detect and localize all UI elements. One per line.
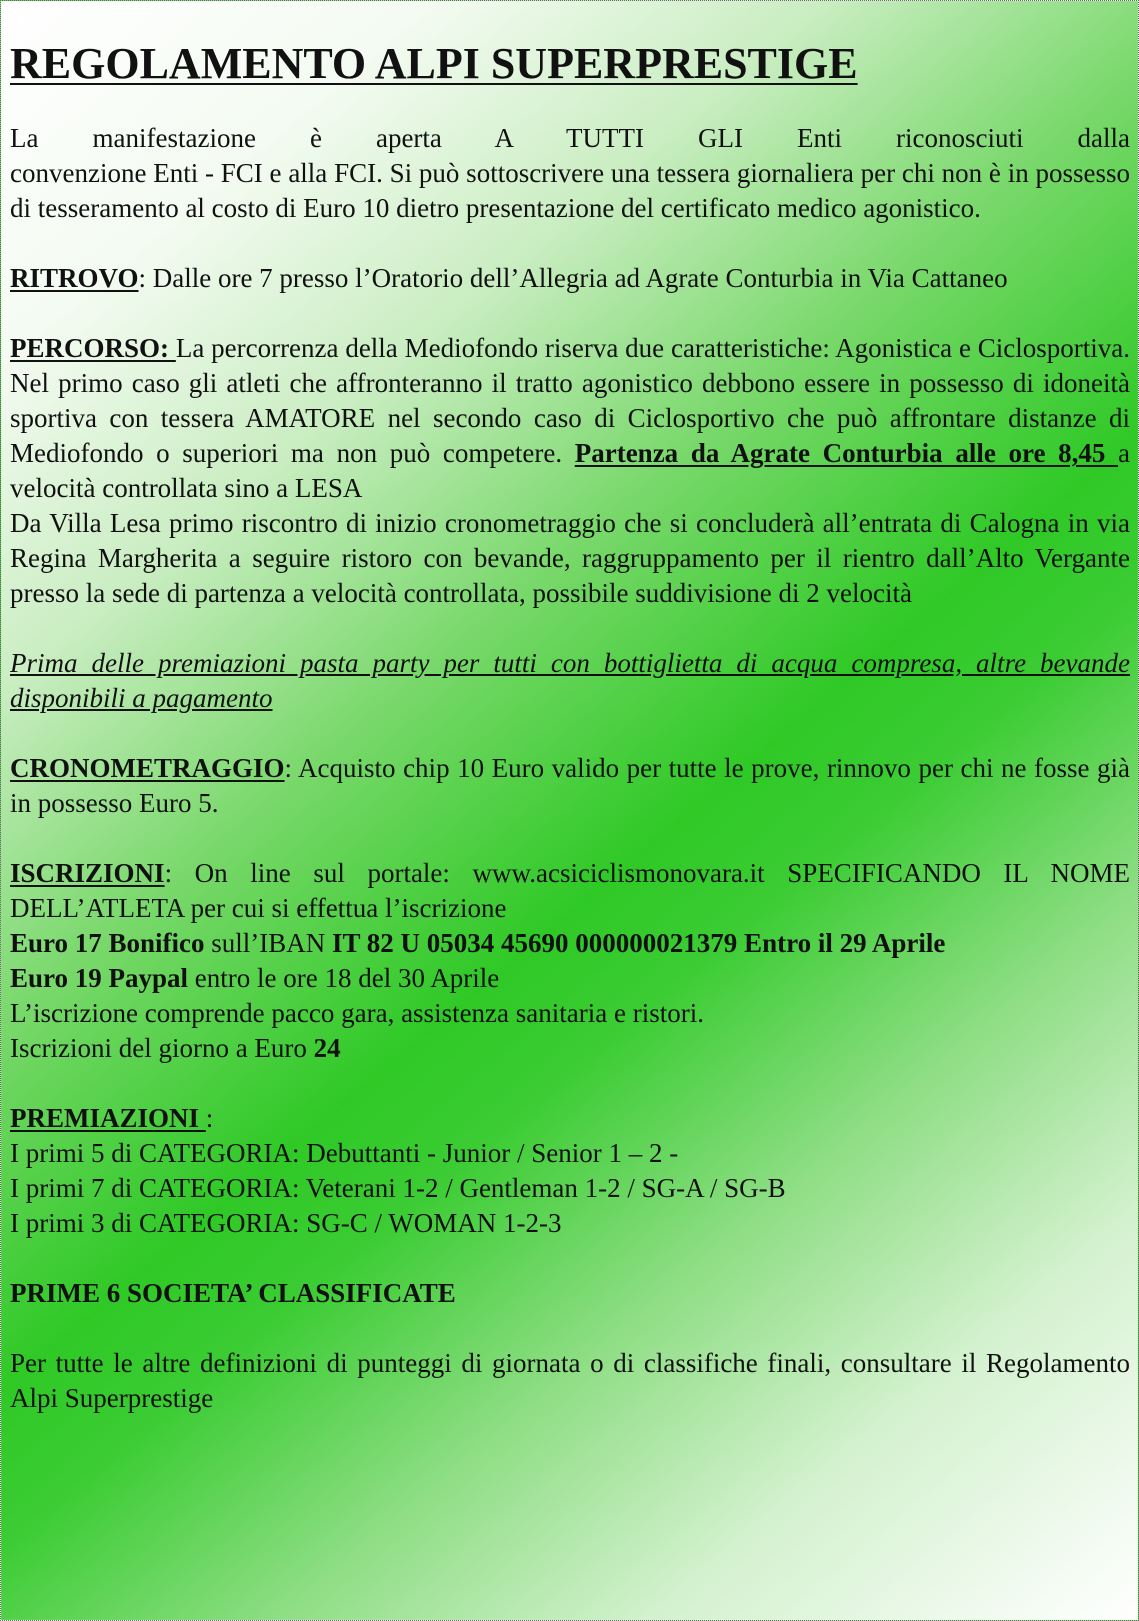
percorso-section	[10, 331, 1130, 611]
premiazioni-line: I primi 5 di CATEGORIA: Debuttanti - Junior / Senior 1 – 2 -	[10, 1138, 679, 1168]
partenza-text: Partenza da Agrate Conturbia alle ore 8,45	[574, 438, 1119, 468]
iscrizioni-text: : On line sul portale: www.acsiciclismonovara.it SPECIFICANDO IL NOME DELL’ATLETA per cui si effettua l’iscrizione	[10, 858, 1130, 923]
cronometraggio-section	[10, 751, 1130, 821]
societa-section	[10, 1276, 1130, 1311]
percorso-text: La percorrenza della Mediofondo riserva due caratteristiche: Agonistica e Ciclosportiva. Nel primo caso gli atleti che affronteranno il tratto agonistico debbono essere in possesso di idoneità sportiva con tessera AMATORE nel secondo caso di Ciclosportivo che può affrontare distanze di Mediofondo o superiori ma non può competere.	[10, 333, 1130, 468]
ritrovo-label: RITROVO	[10, 263, 139, 293]
bonifico-mid: sull’IBAN	[204, 928, 333, 958]
iscrizioni-label: ISCRIZIONI	[10, 858, 165, 888]
cronometraggio-label: CRONOMETRAGGIO	[10, 753, 285, 783]
iscrizioni-giorno-text: Iscrizioni del giorno a Euro	[10, 1033, 314, 1063]
societa-text: PRIME 6 SOCIETA’ CLASSIFICATE	[10, 1278, 456, 1308]
footer-section	[10, 1346, 1130, 1416]
iscrizione-comprende: L’iscrizione comprende pacco gara, assistenza sanitaria e ristori.	[10, 998, 704, 1028]
percorso-label: PERCORSO:	[10, 333, 176, 363]
cronometraggio-text: : Acquisto chip 10 Euro valido per tutte le prove, rinnovo per chi ne fosse già in possesso Euro 5.	[10, 753, 1130, 818]
iscrizioni-section	[10, 856, 1130, 1066]
pasta-party-text: Prima delle premiazioni pasta party per tutti con bottiglietta di acqua compresa, altre bevande disponibili a pagamento	[10, 648, 1130, 713]
pasta-party-section	[10, 646, 1130, 716]
bonifico-label: Euro 17 Bonifico	[10, 928, 205, 958]
intro-section	[10, 121, 1130, 226]
percorso-after: a velocità controllata sino a LESA	[10, 438, 1130, 503]
bonifico-iban: IT 82 U 05034 45690 000000021379 Entro il 29 Aprile	[332, 928, 946, 958]
iscrizioni-giorno-price: 24	[313, 1033, 341, 1063]
paypal-label: Euro 19 Paypal	[10, 963, 189, 993]
premiazioni-label: PREMIAZIONI	[10, 1103, 206, 1133]
intro-line1: La manifestazione è aperta A TUTTI GLI Enti riconosciuti dalla	[10, 123, 1130, 153]
premiazioni-line: I primi 3 di CATEGORIA: SG-C / WOMAN 1-2-3	[10, 1208, 562, 1238]
intro-text: convenzione Enti - FCI e alla FCI. Si può sottoscrivere una tessera giornaliera per chi non è in possesso di tesseramento al costo di Euro 10 dietro presentazione del certificato medico agonistico.	[10, 158, 1130, 223]
footer-text: Per tutte le altre definizioni di punteggi di giornata o di classifiche finali, consultare il Regolamento Alpi Superprestige	[10, 1348, 1130, 1413]
paypal-text: entro le ore 18 del 30 Aprile	[188, 963, 500, 993]
ritrovo-section	[10, 261, 1130, 296]
page-title: REGOLAMENTO ALPI SUPERPRESTIGE	[10, 39, 858, 88]
premiazioni-colon: :	[205, 1103, 214, 1133]
premiazioni-section	[10, 1101, 1130, 1241]
premiazioni-line: I primi 7 di CATEGORIA: Veterani 1-2 / Gentleman 1-2 / SG-A / SG-B	[10, 1173, 786, 1203]
percorso-para2: Da Villa Lesa primo riscontro di inizio cronometraggio che si concluderà all’entrata di Calogna in via Regina Margherita a seguire ristoro con bevande, raggruppamento per il rientro dall’Alto Vergante presso la sede di partenza a velocità controllata, possibile suddivisione di 2 velocità	[10, 508, 1130, 608]
ritrovo-text: : Dalle ore 7 presso l’Oratorio dell’Allegria ad Agrate Conturbia in Via Cattaneo	[138, 263, 1008, 293]
regulation-content	[10, 37, 1130, 1451]
